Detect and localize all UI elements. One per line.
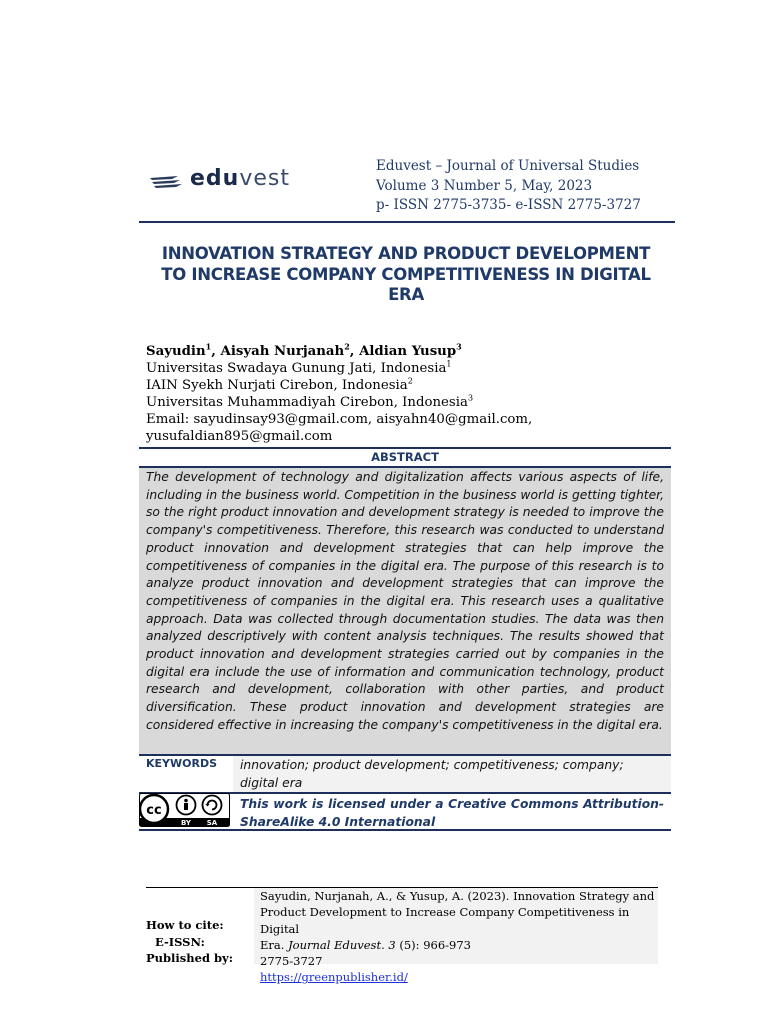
keywords-text: innovation; product development; competitiveness; company; digital era bbox=[240, 758, 624, 790]
license-bottom-rule bbox=[139, 829, 671, 831]
affiliation-2-sup: 2 bbox=[407, 376, 413, 386]
affiliation-2 bbox=[146, 377, 666, 394]
author-names bbox=[146, 343, 666, 360]
journal-issn: p- ISSN 2775-3735- e-ISSN 2775-3727 bbox=[376, 197, 641, 213]
affiliation-1-sup: 1 bbox=[446, 359, 452, 369]
title-line-3: ERA bbox=[388, 285, 424, 304]
logo-edu: edu bbox=[190, 166, 240, 191]
abstract-text: The development of technology and digitalization affects various aspects of life, including in the business world. Competition in the business world is getting tighter, so the right product innovation and development strategy is needed to improve the company's competitiveness. Therefore, this research was conducted to understand product innovation and development strategies that can help improve the competitiveness of companies in the digital era. The purpose of this research is to analyze product innovation and development strategies that can improve the competitiveness of companies in the digital era. This research uses a qualitative approach. Data was collected through documentation studies. The data was then analyzed descriptively with content analysis techniques. The results showed that product innovation and development strategies carried out by companies in the digital era include the use of information and communication technology, product research and development, collaboration with other parties, and product diversification. These product innovation and development strategies are considered effective in increasing the company's competitiveness in the digital era. bbox=[146, 470, 664, 732]
eissn-value: 2775-3727 bbox=[260, 954, 323, 969]
logo-wings-icon bbox=[148, 172, 188, 190]
citation-line-3 bbox=[260, 937, 655, 953]
eissn-label: E-ISSN: bbox=[155, 934, 205, 949]
eduvest-logo bbox=[148, 168, 338, 196]
citation-line-1: Sayudin, Nurjanah, A., & Yusup, A. (2023). Innovation Strategy and bbox=[260, 889, 655, 903]
cc-sa-label: SA bbox=[206, 819, 218, 827]
svg-text:cc: cc bbox=[146, 803, 162, 818]
title-line-2: TO INCREASE COMPANY COMPETITIVENESS IN DIGITAL bbox=[161, 264, 651, 284]
author-1-sup: 1 bbox=[205, 341, 212, 352]
citation-line-3c: (5): 966-973 bbox=[395, 937, 471, 952]
journal-volume: Volume 3 Number 5, May, 2023 bbox=[376, 177, 593, 194]
journal-name: Eduvest – Journal of Universal Studies bbox=[376, 158, 640, 174]
author-3: Aldian Yusup bbox=[359, 344, 457, 359]
email-line-1: Email: sayudinsay93@gmail.com, aisyahn40@gmail.com, bbox=[146, 412, 533, 427]
affiliation-3-sup: 3 bbox=[467, 393, 474, 403]
citation-line-3a: Era. bbox=[260, 937, 289, 952]
affiliation-1 bbox=[146, 360, 666, 377]
affiliation-3 bbox=[146, 394, 666, 411]
email-line-2: yusufaldian895@gmail.com bbox=[146, 429, 333, 444]
published-by-label: Published by: bbox=[146, 951, 233, 965]
how-to-cite-label: How to cite: bbox=[146, 918, 224, 932]
logo-vest: vest bbox=[239, 166, 290, 191]
abstract-heading: ABSTRACT bbox=[371, 450, 439, 464]
citation-line-2: Product Development to Increase Company Competitiveness in Digital bbox=[260, 905, 630, 936]
journal-info bbox=[376, 157, 676, 216]
title-line-1: INNOVATION STRATEGY AND PRODUCT DEVELOPMENT bbox=[161, 244, 651, 263]
paper-title bbox=[140, 244, 672, 306]
author-2: Aisyah Nurjanah bbox=[220, 344, 345, 359]
license-text[interactable]: This work is licensed under a Creative Commons Attribution-ShareAlike 4.0 International bbox=[240, 797, 664, 829]
authors-block bbox=[146, 343, 666, 445]
author-3-sup: 3 bbox=[456, 341, 462, 352]
cc-by-sa-badge-icon[interactable] bbox=[139, 793, 230, 827]
affiliation-3-text: Universitas Muhammadiyah Cirebon, Indonesia bbox=[146, 395, 468, 410]
publisher-link[interactable]: https://greenpublisher.id/ bbox=[260, 970, 408, 985]
citation-journal: Journal Eduvest. 3 bbox=[288, 937, 396, 952]
affiliation-1-text: Universitas Swadaya Gunung Jati, Indonesia bbox=[146, 361, 447, 376]
header-divider bbox=[139, 221, 675, 223]
comma: , bbox=[349, 344, 355, 359]
comma: , bbox=[211, 344, 216, 359]
citation-labels bbox=[146, 917, 233, 967]
keywords-label: KEYWORDS bbox=[146, 757, 218, 770]
citation-values bbox=[260, 888, 655, 986]
logo-wordmark bbox=[190, 166, 290, 191]
author-2-sup: 2 bbox=[344, 341, 350, 352]
cc-by-label: BY bbox=[180, 819, 192, 827]
affiliation-2-text: IAIN Syekh Nurjati Cirebon, Indonesia bbox=[146, 378, 408, 393]
author-1: Sayudin bbox=[146, 344, 206, 359]
